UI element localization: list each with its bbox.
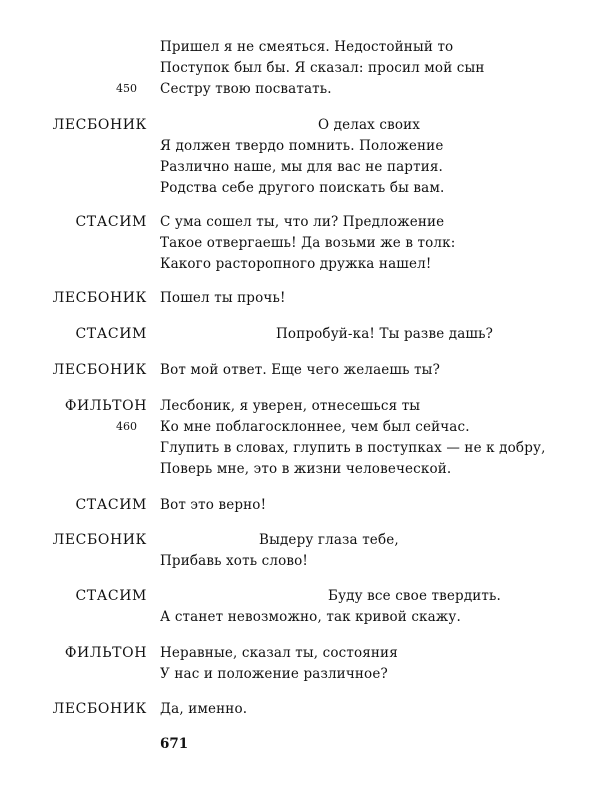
verse-line: Глупить в словах, глупить в поступках — не к добру, (160, 440, 546, 456)
speaker-name: ЛЕСБОНИК (52, 290, 147, 306)
verse-line: Какого расторопного дружка нашел! (160, 256, 432, 272)
verse-line: Лесбоник, я уверен, отнесешься ты (160, 398, 421, 414)
verse-line: Да, именно. (160, 701, 248, 717)
verse-line: Пришел я не смеяться. Недостойный то (160, 39, 454, 55)
verse-line: Различно наше, мы для вас не партия. (160, 159, 443, 175)
verse-line: Прибавь хоть слово! (160, 553, 308, 569)
verse-line: Ко мне поблагосклоннее, чем был сейчас. (160, 419, 470, 435)
verse-line: Такое отвергаешь! Да возьми же в толк: (160, 235, 456, 251)
verse-line: Родства себе другого поискать бы вам. (160, 180, 445, 196)
verse-line: Я должен твердо помнить. Положение (160, 138, 444, 154)
verse-line: Вот мой ответ. Еще чего желаешь ты? (160, 362, 440, 378)
verse-line: С ума сошел ты, что ли? Предложение (160, 214, 445, 230)
speaker-name: СТАСИМ (75, 326, 147, 342)
verse-line: Попробуй-ка! Ты разве дашь? (276, 326, 494, 342)
verse-line: Сестру твою посватать. (160, 81, 332, 97)
verse-line: Выдеру глаза тебе, (259, 532, 399, 548)
speaker-name: ЛЕСБОНИК (52, 701, 147, 717)
speaker-name: ЛЕСБОНИК (52, 117, 147, 133)
verse-line: Неравные, сказал ты, состояния (160, 645, 398, 661)
verse-line: Буду все свое твердить. (328, 588, 501, 604)
page-number: 671 (160, 736, 189, 752)
line-number: 460 (116, 420, 137, 433)
verse-line: Поверь мне, это в жизни человеческой. (160, 461, 452, 477)
speaker-name: ФИЛЬТОН (64, 398, 147, 414)
speaker-name: СТАСИМ (75, 214, 147, 230)
verse-line: А станет невозможно, так кривой скажу. (160, 609, 461, 625)
speaker-name: СТАСИМ (75, 588, 147, 604)
line-number: 450 (116, 82, 137, 95)
verse-line: О делах своих (318, 117, 421, 133)
verse-line: Вот это верно! (160, 497, 267, 513)
speaker-name: ЛЕСБОНИК (52, 362, 147, 378)
speaker-name: ФИЛЬТОН (64, 645, 147, 661)
verse-line: Поступок был бы. Я сказал: просил мой сын (160, 60, 485, 76)
verse-line: Пошел ты прочь! (160, 290, 286, 306)
speaker-name: СТАСИМ (75, 497, 147, 513)
speaker-name: ЛЕСБОНИК (52, 532, 147, 548)
verse-line: У нас и положение различное? (160, 666, 388, 682)
